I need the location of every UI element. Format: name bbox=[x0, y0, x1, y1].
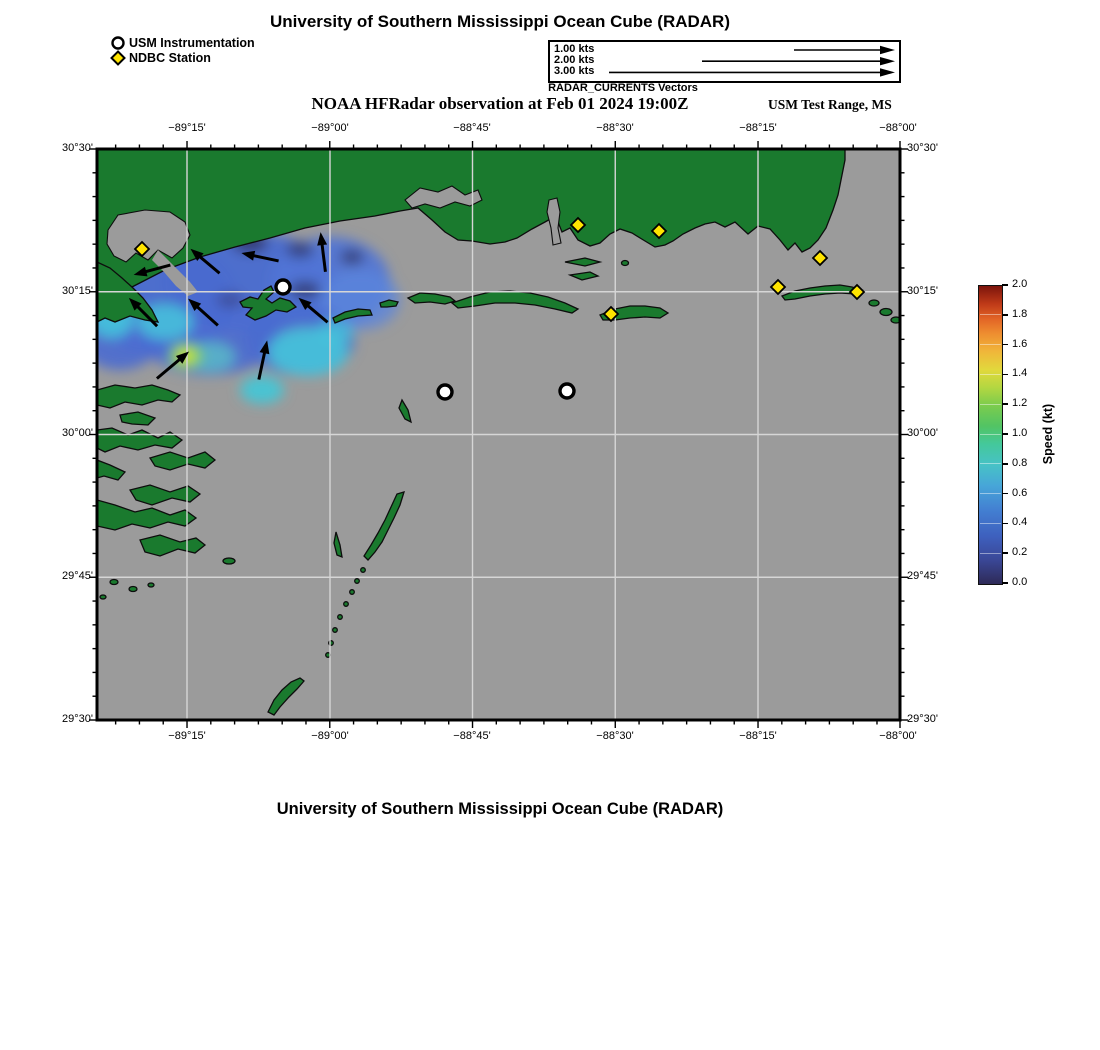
island-east-2 bbox=[880, 309, 892, 316]
usm-instrument-marker bbox=[560, 384, 574, 398]
lon-tick-label-top: −88°00' bbox=[879, 122, 917, 134]
scale-2kt-label: 2.00 kts bbox=[554, 54, 595, 66]
colorbar-tick bbox=[1002, 552, 1008, 554]
scale-arrows bbox=[550, 42, 899, 81]
colorbar-tick-label: 1.8 bbox=[1012, 307, 1028, 320]
lon-tick-label-bottom: −88°30' bbox=[596, 730, 634, 742]
colorbar-gridline bbox=[980, 553, 1001, 554]
colorbar-gridline bbox=[980, 374, 1001, 375]
speed-blob bbox=[216, 292, 244, 308]
colorbar-tick-label: 1.0 bbox=[1012, 427, 1028, 439]
marsh-dot bbox=[100, 595, 106, 599]
colorbar-gridline bbox=[980, 463, 1001, 464]
colorbar-gridline bbox=[980, 344, 1001, 345]
lon-tick-label-top: −88°45' bbox=[453, 122, 491, 134]
scale-3kt-label: 3.00 kts bbox=[554, 65, 595, 77]
test-range-label: USM Test Range, MS bbox=[768, 97, 892, 112]
colorbar-tick-label: 0.6 bbox=[1012, 486, 1028, 499]
colorbar bbox=[978, 285, 1003, 585]
colorbar-tick-label: 0.0 bbox=[1012, 576, 1028, 588]
chandeleur-dot bbox=[338, 615, 343, 620]
observation-subtitle: NOAA HFRadar observation at Feb 01 2024 19:00Z bbox=[311, 94, 689, 113]
speed-blob bbox=[240, 376, 284, 404]
chandeleur-dot bbox=[361, 568, 366, 573]
scale-caption: RADAR_CURRENTS Vectors bbox=[548, 82, 698, 94]
scale-1kt-label: 1.00 kts bbox=[554, 43, 595, 55]
colorbar-tick-label: 0.2 bbox=[1012, 546, 1028, 559]
map-plot bbox=[81, 133, 916, 737]
speed-blob bbox=[286, 242, 314, 258]
marsh-dot bbox=[148, 583, 154, 587]
colorbar-tick-label: 1.6 bbox=[1012, 337, 1028, 350]
lat-tick-label-left: 30°00' bbox=[62, 427, 93, 439]
lat-tick-label-right: 29°45' bbox=[907, 570, 938, 582]
lat-tick-label-left: 29°45' bbox=[62, 570, 93, 582]
colorbar-tick-label: 1.2 bbox=[1012, 397, 1028, 410]
lon-tick-label-top: −89°00' bbox=[311, 122, 349, 134]
vector-scale-box bbox=[548, 40, 901, 83]
scale-arrow-head bbox=[880, 57, 895, 65]
chandeleur-dot bbox=[333, 628, 338, 633]
lat-tick-label-left: 29°30' bbox=[62, 713, 93, 725]
marsh-dot bbox=[110, 580, 118, 585]
lon-tick-label-bottom: −89°00' bbox=[311, 730, 349, 742]
lon-tick-label-bottom: −88°45' bbox=[453, 730, 491, 742]
marsh-dot bbox=[223, 558, 235, 564]
colorbar-gridline bbox=[980, 493, 1001, 494]
lat-tick-label-right: 30°30' bbox=[907, 142, 938, 154]
map-legend bbox=[110, 35, 255, 65]
colorbar-tick bbox=[1002, 433, 1008, 435]
usm-instrument-marker bbox=[276, 280, 290, 294]
legend-ndbc-label: NDBC Station bbox=[129, 50, 211, 65]
colorbar-tick bbox=[1002, 523, 1008, 525]
chandeleur-dot bbox=[344, 602, 349, 607]
lon-tick-label-bottom: −89°15' bbox=[168, 730, 206, 742]
page-title: University of Southern Mississippi Ocean Cube (RADAR) bbox=[269, 12, 730, 31]
legend-item-ndbc bbox=[110, 50, 255, 65]
island-round bbox=[622, 261, 629, 266]
chandeleur-dot bbox=[350, 590, 355, 595]
colorbar-tick-label: 1.4 bbox=[1012, 367, 1028, 380]
usm-circle-icon bbox=[110, 35, 126, 51]
colorbar-tick bbox=[1002, 463, 1008, 465]
colorbar-tick-label: 0.4 bbox=[1012, 516, 1028, 529]
colorbar-gridline bbox=[980, 314, 1001, 315]
lon-tick-label-top: −89°15' bbox=[168, 122, 206, 134]
lon-tick-label-top: −88°30' bbox=[596, 122, 634, 134]
colorbar-tick bbox=[1002, 582, 1008, 584]
legend-usm-label: USM Instrumentation bbox=[129, 35, 255, 50]
lon-tick-label-bottom: −88°15' bbox=[739, 730, 777, 742]
lon-tick-label-bottom: −88°00' bbox=[879, 730, 917, 742]
colorbar-gradient bbox=[979, 286, 1002, 584]
island-east-1 bbox=[869, 300, 879, 306]
colorbar-gridline bbox=[980, 523, 1001, 524]
lat-tick-label-right: 30°00' bbox=[907, 427, 938, 439]
chandeleur-dot bbox=[355, 579, 360, 584]
footer-title: University of Southern Mississippi Ocean Cube (RADAR) bbox=[276, 800, 724, 818]
colorbar-tick bbox=[1002, 314, 1008, 316]
colorbar-tick bbox=[1002, 344, 1008, 346]
lon-tick-label-top: −88°15' bbox=[739, 122, 777, 134]
colorbar-tick-label: 0.8 bbox=[1012, 456, 1028, 469]
scale-arrow-head bbox=[880, 46, 895, 54]
marsh-dot bbox=[129, 587, 137, 592]
colorbar-title: Speed (kt) bbox=[1041, 403, 1055, 465]
ndbc-diamond-icon bbox=[110, 50, 126, 66]
colorbar-tick bbox=[1002, 374, 1008, 376]
lat-tick-label-right: 29°30' bbox=[907, 713, 938, 725]
scale-arrow-head bbox=[880, 68, 895, 76]
colorbar-tick-label: 2.0 bbox=[1012, 278, 1028, 290]
lat-tick-label-right: 30°15' bbox=[907, 285, 938, 297]
usm-instrument-marker bbox=[438, 385, 452, 399]
lat-tick-label-left: 30°15' bbox=[62, 285, 93, 297]
colorbar-gridline bbox=[980, 404, 1001, 405]
colorbar-tick bbox=[1002, 284, 1008, 286]
colorbar-tick bbox=[1002, 493, 1008, 495]
speed-blob bbox=[289, 281, 321, 299]
legend-item-usm bbox=[110, 35, 255, 50]
colorbar-tick bbox=[1002, 403, 1008, 405]
colorbar-gridline bbox=[980, 434, 1001, 435]
speed-blob bbox=[340, 249, 364, 265]
lat-tick-label-left: 30°30' bbox=[62, 142, 93, 154]
